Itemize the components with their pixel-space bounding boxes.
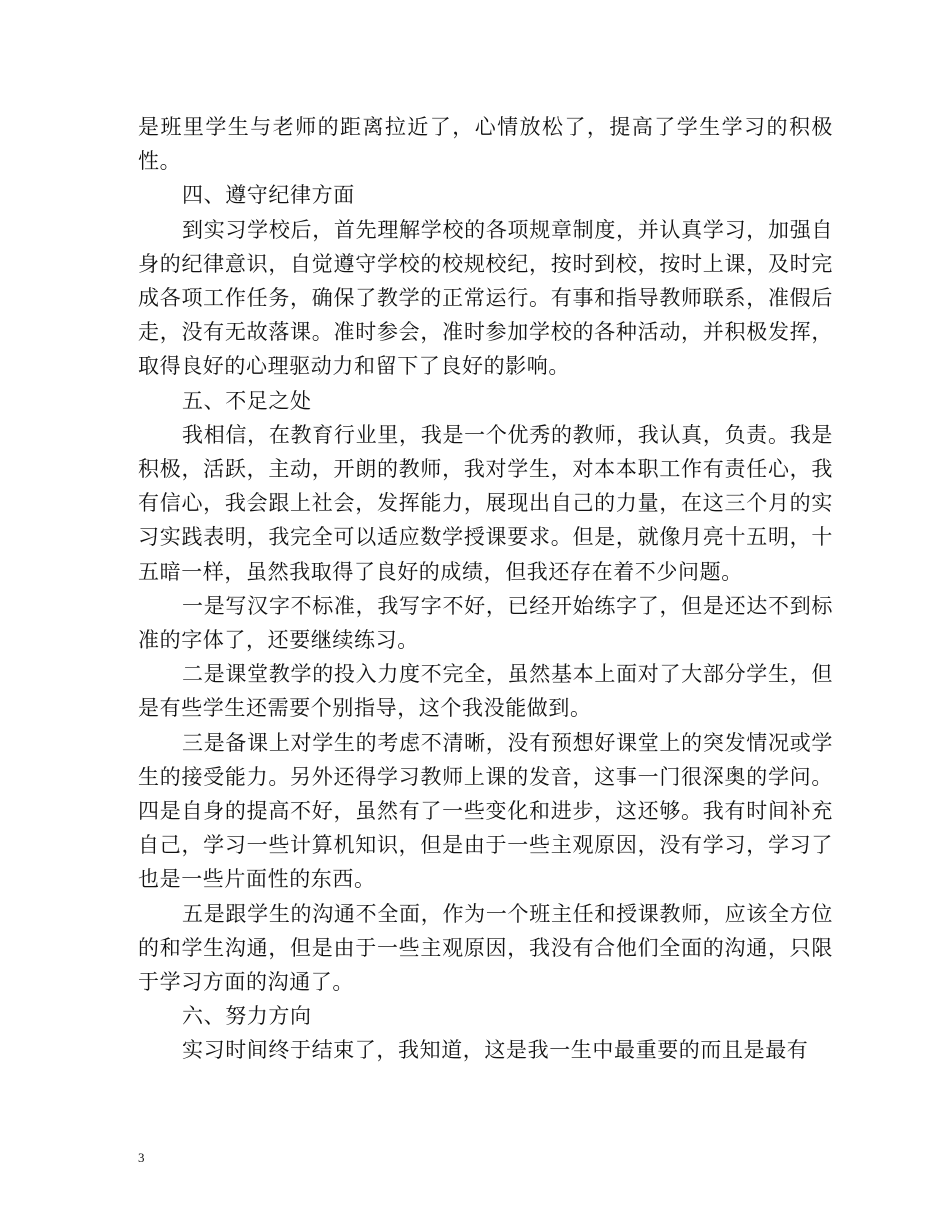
section-heading-direction: 六、努力方向: [182, 1004, 312, 1029]
paragraph-shortcoming-1: 一是写汉字不标准，我写字不好，已经开始练字了，但是还达不到标准的字体了，还要继续练习。: [138, 593, 833, 653]
paragraph-shortcoming-5: 五是跟学生的沟通不全面，作为一个班主任和授课教师，应该全方位的和学生沟通，但是由于一些主观原因，我没有合他们全面的沟通，只限于学习方面的沟通了。: [138, 901, 833, 995]
paragraph-continuation: 是班里学生与老师的距离拉近了，心情放松了，提高了学生学习的积极性。: [138, 115, 833, 174]
page-number: 3: [138, 1150, 145, 1165]
section-heading-shortcomings: 五、不足之处: [182, 388, 312, 413]
paragraph-shortcoming-3-4: 三是备课上对学生的考虑不清晰，没有预想好课堂上的突发情况或学生的接受能力。另外还得学习教师上课的发音，这事一门很深奥的学问。四是自身的提高不好，虽然有了一些变化和进步，这还够。我有时间补充自己，学习一些计算机知识，但是由于一些主观原因，没有学习，学习了也是一些片面性的东西。: [138, 730, 833, 892]
paragraph-direction-start: 实习时间终于结束了，我知道，这是我一生中最重要的而且是最有: [182, 1038, 809, 1063]
section-heading-discipline: 四、遵守纪律方面: [182, 183, 355, 208]
document-body: [138, 110, 833, 1068]
paragraph-shortcoming-2: 二是课堂教学的投入力度不完全，虽然基本上面对了大部分学生，但是有些学生还需要个别指导，这个我没能做到。: [138, 662, 833, 721]
paragraph-discipline: 到实习学校后，首先理解学校的各项规章制度，并认真学习，加强自身的纪律意识，自觉遵守学校的校规校纪，按时到校，按时上课，及时完成各项工作任务，确保了教学的正常运行。有事和指导教师联系，准假后走，没有无故落课。准时参会，准时参加学校的各种活动，并积极发挥，取得良好的心理驱动力和留下了良好的影响。: [138, 217, 833, 379]
paragraph-self-assessment: 我相信，在教育行业里，我是一个优秀的教师，我认真，负责。我是积极，活跃，主动，开朗的教师，我对学生，对本本职工作有责任心，我有信心，我会跟上社会，发挥能力，展现出自己的力量，在这三个月的实习实践表明，我完全可以适应数学授课要求。但是，就像月亮十五明，十五暗一样，虽然我取得了良好的成绩，但我还存在着不少问题。: [138, 422, 833, 584]
